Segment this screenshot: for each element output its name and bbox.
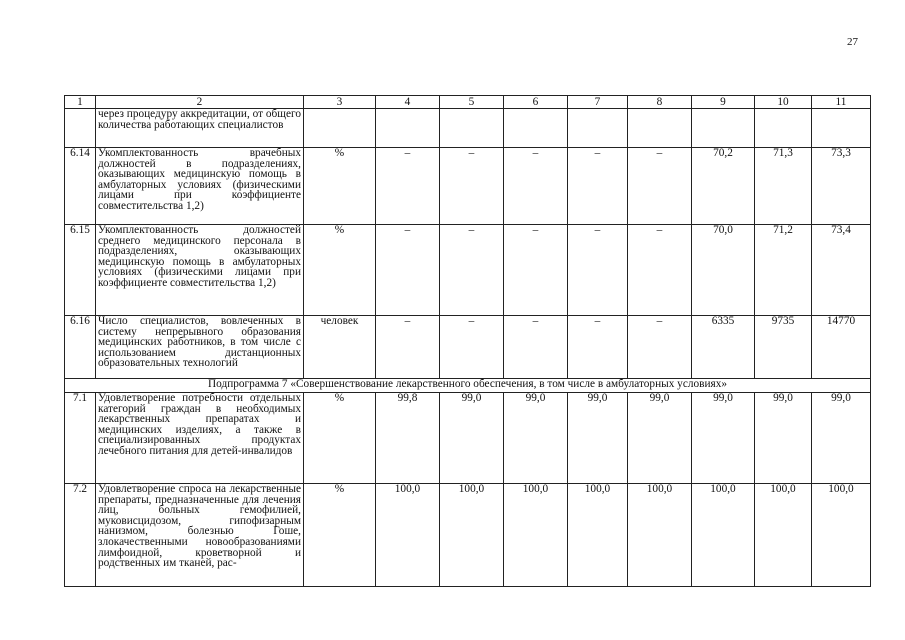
indicator-value: 100,0 [568,484,628,587]
indicator-value: 71,2 [755,225,812,316]
indicator-value: 71,3 [755,148,812,225]
indicator-value: 70,2 [692,148,755,225]
indicator-description: Удовлетворение спроса на лекарственные препараты, предназначенные для лечения лиц, больных гемофилией, муковисцидозом, гипофизарным нанизмом, болезнью Гоше, злокачественными новообразованиями лимфоидной, кроветворной и родственных им тканей, рас- [96,484,304,587]
table-row [65,225,871,316]
col-header: 5 [440,96,504,109]
indicator-value: 99,0 [568,393,628,484]
subprogram-title: Подпрограмма 7 «Совершенствование лекарственного обеспечения, в том числе в амбулаторных условиях» [65,379,871,393]
indicator-value [568,109,628,148]
indicator-description: Удовлетворение потребности отдельных категорий граждан в необходимых лекарственных препаратах и медицинских изделиях, а также в специализированных продуктах лечебного питания для детей-инвалидов [96,393,304,484]
indicator-value: 99,0 [504,393,568,484]
indicator-value: – [376,316,440,379]
table-row [65,484,871,587]
col-header: 10 [755,96,812,109]
indicator-value: – [504,316,568,379]
indicator-value: 73,4 [812,225,871,316]
table-row [65,393,871,484]
indicator-value: 14770 [812,316,871,379]
indicator-description: Укомплектованность должностей среднего медицинского персонала в подразделениях, оказывающих медицинскую помощь в амбулаторных условиях (физическими лицами при коэффициенте совместительства 1,2) [96,225,304,316]
indicator-value [692,109,755,148]
indicator-value: – [568,316,628,379]
indicator-value [628,109,692,148]
col-header: 7 [568,96,628,109]
indicator-value: 100,0 [440,484,504,587]
col-header: 9 [692,96,755,109]
indicator-value: 100,0 [692,484,755,587]
indicator-value: 99,8 [376,393,440,484]
row-number: 7.1 [65,393,96,484]
indicator-value: – [376,148,440,225]
unit-of-measure: человек [304,316,376,379]
indicator-description: Укомплектованность врачебных должностей в подразделениях, оказывающих медицинскую помощь в амбулаторных условиях (физическими лицами при коэффициенте совместительства 1,2) [96,148,304,225]
indicator-value: – [504,225,568,316]
table-row [65,316,871,379]
indicator-value: 73,3 [812,148,871,225]
unit-of-measure: % [304,484,376,587]
indicator-value [376,109,440,148]
indicator-value: 70,0 [692,225,755,316]
indicator-value: 99,0 [812,393,871,484]
indicator-value: 99,0 [692,393,755,484]
row-number: 7.2 [65,484,96,587]
table-row [65,148,871,225]
indicator-value: – [440,316,504,379]
indicator-value [812,109,871,148]
indicator-value: – [628,148,692,225]
indicator-value: – [376,225,440,316]
column-header-row [65,96,871,109]
indicator-value: 99,0 [628,393,692,484]
table-row [65,109,871,148]
indicator-value: – [504,148,568,225]
indicator-value: – [568,148,628,225]
unit-of-measure: % [304,393,376,484]
indicator-value: – [628,316,692,379]
indicator-value: 100,0 [504,484,568,587]
subprogram-row [65,379,871,393]
unit-of-measure: % [304,225,376,316]
page-number: 27 [847,36,858,48]
unit-of-measure [304,109,376,148]
indicator-description: Число специалистов, вовлеченных в систему непрерывного образования медицинских работников, в том числе с использованием дистанционных образовательных технологий [96,316,304,379]
indicator-value: 99,0 [755,393,812,484]
row-number: 6.16 [65,316,96,379]
indicator-value: 100,0 [376,484,440,587]
indicator-value [504,109,568,148]
indicators-table [64,95,871,587]
indicator-value [440,109,504,148]
indicator-value: – [440,148,504,225]
col-header: 8 [628,96,692,109]
row-number [65,109,96,148]
indicator-description: через процедуру аккредитации, от общего количества работающих специалистов [96,109,304,148]
indicator-value [755,109,812,148]
indicator-value: 9735 [755,316,812,379]
col-header: 6 [504,96,568,109]
indicator-value: 99,0 [440,393,504,484]
indicator-value: 100,0 [628,484,692,587]
row-number: 6.15 [65,225,96,316]
col-header: 3 [304,96,376,109]
col-header: 4 [376,96,440,109]
col-header: 11 [812,96,871,109]
row-number: 6.14 [65,148,96,225]
unit-of-measure: % [304,148,376,225]
indicator-value: 100,0 [755,484,812,587]
indicator-value: – [440,225,504,316]
indicator-value: – [628,225,692,316]
indicator-value: 100,0 [812,484,871,587]
indicator-value: 6335 [692,316,755,379]
col-header: 1 [65,96,96,109]
col-header: 2 [96,96,304,109]
indicator-value: – [568,225,628,316]
